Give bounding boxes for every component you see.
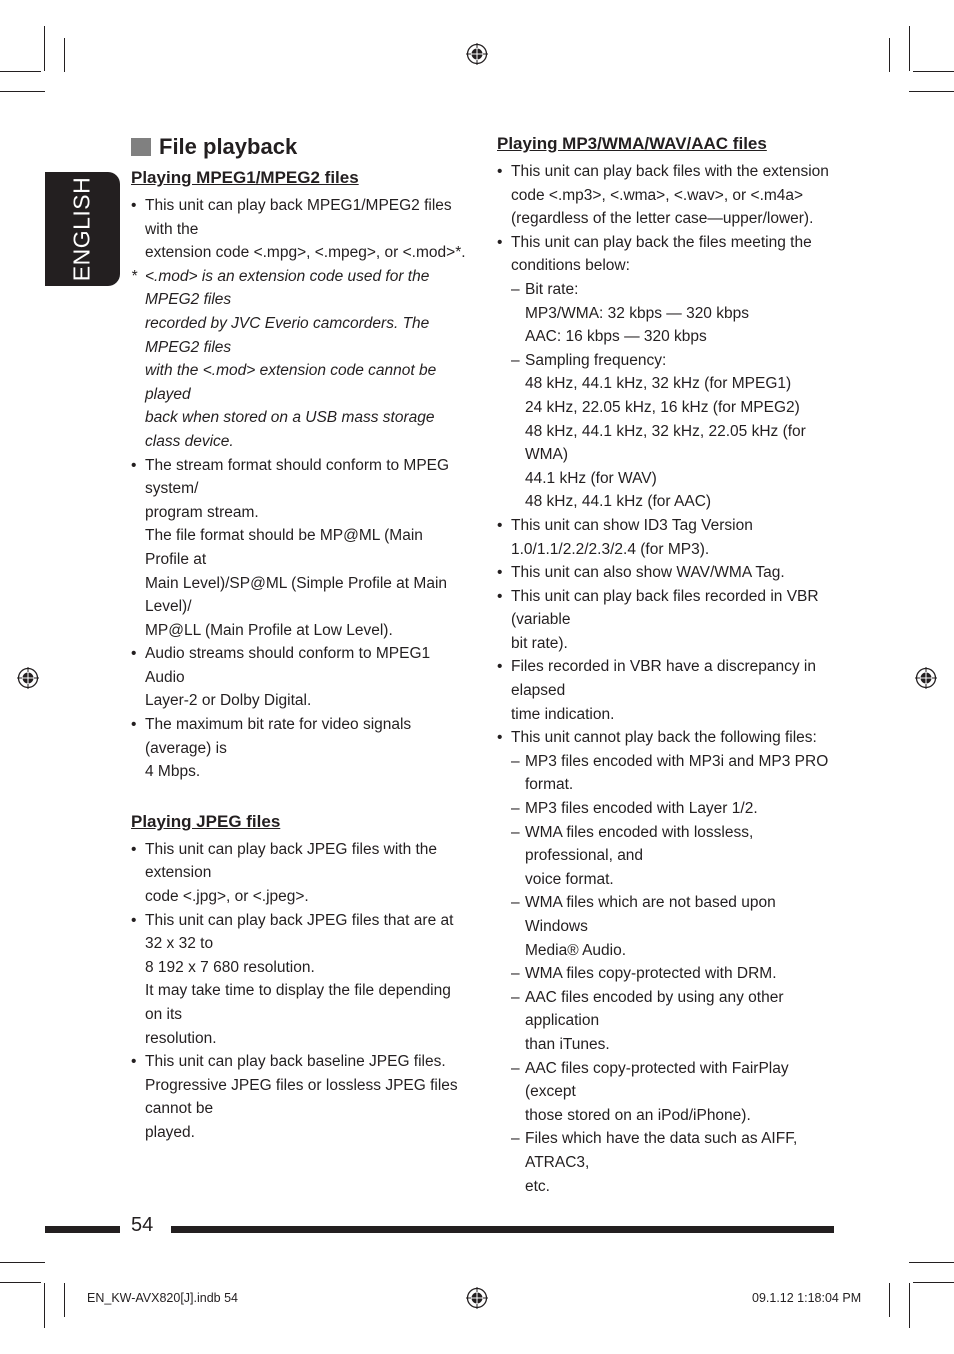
bullet-item [131, 838, 471, 909]
bullet-item [131, 909, 471, 1051]
sub-item [511, 349, 837, 514]
registration-mark-icon [466, 1287, 488, 1309]
sub-item [511, 962, 837, 986]
bullet-item [497, 726, 837, 1198]
section-square-icon [131, 138, 151, 156]
crop-mark [913, 71, 954, 72]
sub-item [511, 891, 837, 962]
page-number: 54 [131, 1214, 154, 1236]
mpeg-list [131, 194, 471, 784]
crop-mark [64, 38, 65, 72]
text-line: back when stored on a USB mass storage class device. [145, 409, 435, 450]
registration-mark-icon [17, 667, 39, 689]
sub-item [511, 1127, 837, 1198]
text-line: • Files recorded in VBR have a discrepancy in elapsed [511, 658, 816, 700]
text-line: – MP3 files encoded with Layer 1/2. [525, 800, 758, 818]
crop-mark [44, 26, 45, 71]
text-line: – AAC files encoded by using any other application [525, 988, 784, 1030]
text-line: • This unit can play back files with the extension [511, 163, 829, 180]
registration-mark-icon [915, 667, 937, 689]
crop-mark [909, 1262, 954, 1263]
text-line: Main Level)/SP@ML (Simple Profile at Main Level)/ [145, 574, 448, 616]
bullet-item [497, 231, 837, 514]
language-tab [45, 172, 120, 286]
sub-list [511, 278, 837, 514]
mpeg-heading: Playing MPEG1/MPEG2 files [131, 168, 359, 187]
crop-mark [909, 26, 910, 71]
text-line: • This unit can play back JPEG files with the extension [145, 840, 438, 882]
bullet-item [131, 713, 471, 784]
text-line: (regardless of the letter case—upper/lower). [511, 210, 814, 228]
text-line: – Files which have the data such as AIFF, ATRAC3, [525, 1130, 798, 1171]
text-line: bit rate). [511, 634, 568, 652]
text-line: Layer-2 or Dolby Digital. [145, 692, 312, 710]
sub-item [511, 750, 837, 797]
text-line: • This unit can play back MPEG1/MPEG2 files with the [145, 197, 452, 238]
crop-mark [0, 1282, 41, 1283]
text-line: 24 kHz, 22.05 kHz, 16 kHz (for MPEG2) [525, 398, 800, 416]
text-line: The file format should be MP@ML (Main Profile at [145, 527, 423, 568]
text-line: AAC: 16 kbps — 320 kbps [525, 328, 707, 346]
crop-mark [889, 38, 890, 72]
crop-mark [44, 1283, 45, 1328]
left-column [131, 132, 471, 1145]
footer-filename: EN_KW-AVX820[J].indb 54 [87, 1291, 239, 1305]
text-line: time indication. [511, 705, 615, 723]
text-line: resolution. [145, 1029, 217, 1047]
audio-list [497, 160, 837, 1198]
sub-item [511, 821, 837, 892]
bullet-item [131, 194, 471, 265]
bullet-item [497, 655, 837, 726]
text-line: • Audio streams should conform to MPEG1 Audio [145, 645, 431, 686]
text-line: * <.mod> is an extension code used for the MPEG2 files [145, 267, 430, 309]
text-line: with the <.mod> extension code cannot be played [145, 362, 437, 403]
text-line: 8 192 x 7 680 resolution. [145, 958, 315, 976]
jpeg-list [131, 838, 471, 1145]
sub-list [511, 750, 837, 1198]
text-line: Progressive JPEG files or lossless JPEG files cannot be [145, 1076, 458, 1118]
text-line: • This unit can also show WAV/WMA Tag. [511, 564, 785, 582]
text-line: etc. [525, 1177, 550, 1195]
text-line: than iTunes. [525, 1035, 610, 1053]
bullet-item [497, 561, 837, 585]
sub-item [511, 1057, 837, 1128]
language-tab-label: ENGLISH [68, 176, 95, 282]
text-line: Media® Audio. [525, 941, 627, 959]
bullet-item [497, 160, 837, 231]
crop-mark [0, 71, 41, 72]
footer-bar-left [45, 1226, 120, 1233]
text-line: • This unit can play back JPEG files that are at 32 x 32 to [145, 911, 454, 953]
registration-mark-icon [466, 43, 488, 65]
text-line: 1.0/1.1/2.2/2.3/2.4 (for MP3). [511, 540, 710, 558]
crop-mark [909, 1283, 910, 1328]
text-line: 48 kHz, 44.1 kHz, 32 kHz (for MPEG1) [525, 375, 792, 393]
sub-item [511, 797, 837, 821]
text-line: code <.jpg>, or <.jpeg>. [145, 888, 309, 906]
bullet-item [497, 514, 837, 561]
text-line: • This unit can play back the files meeting the [511, 233, 812, 251]
text-line: played. [145, 1123, 195, 1141]
text-line: conditions below: [511, 257, 630, 275]
crop-mark [0, 1262, 45, 1263]
bullet-item [131, 1050, 471, 1144]
text-line: – WMA files copy-protected with DRM. [525, 965, 777, 983]
text-line: • The stream format should conform to MPEG system/ [145, 456, 450, 498]
bullet-item [497, 585, 837, 656]
section-title [131, 132, 471, 162]
text-line: • The maximum bit rate for video signals (average) is [145, 716, 412, 757]
text-line: 48 kHz, 44.1 kHz, 32 kHz, 22.05 kHz (for WMA) [525, 422, 806, 464]
text-line: code <.mp3>, <.wma>, <.wav>, or <.m4a> [511, 186, 804, 204]
text-line: 48 kHz, 44.1 kHz (for AAC) [525, 493, 712, 511]
sub-item [511, 278, 837, 349]
text-line: voice format. [525, 870, 614, 888]
text-line: – Sampling frequency: [525, 351, 667, 369]
text-line: • This unit can play back files recorded in VBR (variable [511, 587, 819, 629]
text-line: • This unit can play back baseline JPEG files. [145, 1053, 446, 1071]
text-line: – MP3 files encoded with MP3i and MP3 PRO format. [525, 752, 829, 794]
audio-heading: Playing MP3/WMA/WAV/AAC files [497, 134, 767, 153]
text-line: MP3/WMA: 32 kbps — 320 kbps [525, 304, 749, 322]
footer-timestamp: 09.1.12 1:18:04 PM [752, 1291, 862, 1305]
crop-mark [913, 1282, 954, 1283]
text-line: MP@LL (Main Profile at Low Level). [145, 621, 393, 639]
text-line: – Bit rate: [525, 280, 579, 298]
text-line: • This unit cannot play back the following files: [511, 729, 817, 747]
footnote-item [131, 265, 471, 454]
crop-mark [889, 1283, 890, 1317]
text-line: recorded by JVC Everio camcorders. The MPEG2 files [145, 314, 430, 356]
right-column [497, 132, 837, 1198]
crop-mark [909, 91, 954, 92]
text-line: • This unit can show ID3 Tag Version [511, 516, 753, 534]
text-line: extension code <.mpg>, <.mpeg>, or <.mod>*. [145, 244, 466, 262]
text-line: It may take time to display the file depending on its [145, 982, 451, 1023]
crop-mark [64, 1283, 65, 1317]
crop-mark [0, 91, 45, 92]
text-line: – WMA files which are not based upon Windows [525, 894, 776, 935]
bullet-item [131, 642, 471, 713]
text-line: program stream. [145, 503, 259, 521]
footer-bar-right [171, 1226, 834, 1233]
jpeg-heading: Playing JPEG files [131, 811, 281, 831]
section-title-text: File playback [159, 134, 298, 159]
text-line: – AAC files copy-protected with FairPlay (except [525, 1059, 789, 1101]
text-line: 4 Mbps. [145, 763, 201, 781]
text-line: 44.1 kHz (for WAV) [525, 469, 657, 487]
text-line: – WMA files encoded with lossless, professional, and [525, 823, 754, 865]
sub-item [511, 986, 837, 1057]
bullet-item [131, 454, 471, 643]
text-line: those stored on an iPod/iPhone). [525, 1106, 751, 1124]
